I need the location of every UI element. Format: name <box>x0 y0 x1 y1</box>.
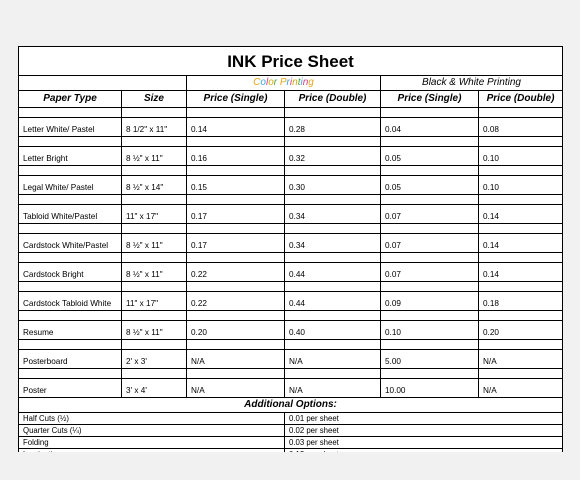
group-header-blank <box>19 76 187 91</box>
color-printing-letter: o <box>268 77 274 88</box>
bw-double-cell: N/A <box>479 379 563 398</box>
paper-type-cell: Poster <box>19 379 122 398</box>
col-header-bw-double: Price (Double) <box>479 91 563 108</box>
color-double-cell: 0.44 <box>285 292 381 311</box>
spacer-cell <box>479 137 563 147</box>
spacer-cell <box>381 166 479 176</box>
color-double-cell: 0.28 <box>285 118 381 137</box>
option-price-cell: 0.01 per sheet <box>285 413 563 425</box>
spacer-cell <box>381 224 479 234</box>
color-double-cell: 0.44 <box>285 263 381 282</box>
bw-printing-header: Black & White Printing <box>381 76 563 91</box>
spacer-cell <box>187 369 285 379</box>
option-row <box>19 425 563 437</box>
color-single-cell: 0.14 <box>187 118 285 137</box>
spacer-cell <box>19 108 122 118</box>
spacer-cell <box>122 224 187 234</box>
table-row <box>19 379 563 398</box>
table-row <box>19 147 563 166</box>
spacer-cell <box>19 311 122 321</box>
bw-double-cell: 0.10 <box>479 147 563 166</box>
spacer-cell <box>187 166 285 176</box>
spacer-cell <box>19 253 122 263</box>
spacer-cell <box>381 108 479 118</box>
spacer-cell <box>381 195 479 205</box>
spacer-cell <box>19 224 122 234</box>
size-cell: 3' x 4' <box>122 379 187 398</box>
color-printing-letter: g <box>308 77 314 88</box>
spacer-cell <box>381 369 479 379</box>
bw-double-cell: 0.14 <box>479 263 563 282</box>
color-single-cell: 0.16 <box>187 147 285 166</box>
color-printing-letter: l <box>265 77 269 88</box>
paper-type-cell: Letter White/ Pastel <box>19 118 122 137</box>
paper-type-cell: Cardstock Bright <box>19 263 122 282</box>
bw-double-cell: 0.08 <box>479 118 563 137</box>
additional-options-header-row <box>19 398 563 413</box>
bw-double-cell: 0.18 <box>479 292 563 311</box>
col-header-bw-single: Price (Single) <box>381 91 479 108</box>
bw-single-cell: 0.05 <box>381 147 479 166</box>
bw-single-cell: 0.07 <box>381 205 479 224</box>
table-row <box>19 205 563 224</box>
color-printing-header <box>187 76 381 91</box>
bw-double-cell: 0.14 <box>479 234 563 253</box>
spacer-row <box>19 340 563 350</box>
spacer-cell <box>187 311 285 321</box>
spacer-cell <box>19 340 122 350</box>
color-printing-letter: r <box>273 77 278 88</box>
spacer-cell <box>285 340 381 350</box>
color-printing-letter: i <box>300 77 303 88</box>
color-double-cell: 0.30 <box>285 176 381 195</box>
spacer-cell <box>479 166 563 176</box>
bw-single-cell: 0.04 <box>381 118 479 137</box>
bw-single-cell: 0.10 <box>381 321 479 340</box>
size-cell: 8 ½" x 11" <box>122 234 187 253</box>
size-cell: 11" x 17" <box>122 292 187 311</box>
color-single-cell: 0.17 <box>187 234 285 253</box>
option-name-cell: Quarter Cuts (¼) <box>19 425 285 437</box>
color-double-cell: 0.40 <box>285 321 381 340</box>
color-double-cell: N/A <box>285 379 381 398</box>
spacer-cell <box>122 253 187 263</box>
spacer-cell <box>479 340 563 350</box>
spacer-cell <box>285 137 381 147</box>
size-cell: 8 ½" x 11" <box>122 147 187 166</box>
option-price-cell: 0.03 per sheet <box>285 437 563 449</box>
spacer-cell <box>187 340 285 350</box>
spacer-row <box>19 137 563 147</box>
page-title: INK Price Sheet <box>19 47 563 76</box>
color-printing-letter: o <box>260 77 266 88</box>
color-double-cell: N/A <box>285 350 381 369</box>
spacer-row <box>19 311 563 321</box>
size-cell: 8 1/2" x 11" <box>122 118 187 137</box>
spacer-cell <box>381 311 479 321</box>
table-row <box>19 350 563 369</box>
title-row <box>19 47 563 76</box>
spacer-cell <box>187 137 285 147</box>
option-row <box>19 413 563 425</box>
col-header-color-single: Price (Single) <box>187 91 285 108</box>
spacer-cell <box>19 166 122 176</box>
table-row <box>19 321 563 340</box>
paper-type-cell: Letter Bright <box>19 147 122 166</box>
spacer-cell <box>19 369 122 379</box>
group-header-row <box>19 76 563 91</box>
spacer-row <box>19 369 563 379</box>
spacer-cell <box>122 108 187 118</box>
spacer-cell <box>122 340 187 350</box>
table-row <box>19 292 563 311</box>
option-name-cell: Folding <box>19 437 285 449</box>
spacer-cell <box>285 369 381 379</box>
paper-type-cell: Cardstock White/Pastel <box>19 234 122 253</box>
spacer-row <box>19 166 563 176</box>
page-margin-left <box>0 0 18 480</box>
table-row <box>19 263 563 282</box>
spacer-cell <box>285 195 381 205</box>
color-single-cell: 0.20 <box>187 321 285 340</box>
spacer-row <box>19 282 563 292</box>
spacer-cell <box>285 311 381 321</box>
spacer-cell <box>479 253 563 263</box>
spacer-cell <box>187 108 285 118</box>
spacer-row <box>19 195 563 205</box>
spacer-row <box>19 224 563 234</box>
spacer-cell <box>285 253 381 263</box>
bw-double-cell: 0.20 <box>479 321 563 340</box>
spacer-cell <box>19 195 122 205</box>
spacer-cell <box>479 282 563 292</box>
color-single-cell: 0.15 <box>187 176 285 195</box>
color-printing-letter: C <box>253 77 261 88</box>
color-printing-letter: n <box>302 77 309 88</box>
size-cell: 11" x 17" <box>122 205 187 224</box>
table-row <box>19 118 563 137</box>
col-header-color-double: Price (Double) <box>285 91 381 108</box>
color-printing-letter: P <box>279 77 287 88</box>
spacer-cell <box>122 311 187 321</box>
spacer-row <box>19 108 563 118</box>
spacer-cell <box>381 282 479 292</box>
bw-single-cell: 0.09 <box>381 292 479 311</box>
bw-single-cell: 0.05 <box>381 176 479 195</box>
color-single-cell: N/A <box>187 379 285 398</box>
bw-single-cell: 5.00 <box>381 350 479 369</box>
spacer-cell <box>187 282 285 292</box>
bw-double-cell: 0.10 <box>479 176 563 195</box>
option-row <box>19 437 563 449</box>
table-row <box>19 176 563 195</box>
spacer-cell <box>187 253 285 263</box>
color-printing-letter: n <box>292 77 298 88</box>
size-cell: 8 ½" x 14" <box>122 176 187 195</box>
bw-single-cell: 0.07 <box>381 234 479 253</box>
spacer-row <box>19 253 563 263</box>
spacer-cell <box>381 137 479 147</box>
spacer-cell <box>187 224 285 234</box>
paper-type-cell: Cardstock Tabloid White <box>19 292 122 311</box>
option-price-cell: 0.02 per sheet <box>285 425 563 437</box>
spacer-cell <box>381 340 479 350</box>
bw-single-cell: 10.00 <box>381 379 479 398</box>
table-row <box>19 234 563 253</box>
spacer-cell <box>122 369 187 379</box>
spacer-cell <box>187 195 285 205</box>
bw-double-cell: 0.14 <box>479 205 563 224</box>
spacer-cell <box>285 224 381 234</box>
spacer-cell <box>285 108 381 118</box>
color-single-cell: N/A <box>187 350 285 369</box>
page-bottom-margin <box>0 452 580 480</box>
size-cell: 2' x 3' <box>122 350 187 369</box>
spacer-cell <box>479 108 563 118</box>
color-double-cell: 0.32 <box>285 147 381 166</box>
spacer-cell <box>479 195 563 205</box>
spacer-cell <box>122 195 187 205</box>
spacer-cell <box>285 166 381 176</box>
color-double-cell: 0.34 <box>285 234 381 253</box>
paper-type-cell: Posterboard <box>19 350 122 369</box>
column-header-row <box>19 91 563 108</box>
bw-double-cell: N/A <box>479 350 563 369</box>
additional-options-title: Additional Options: <box>19 398 563 413</box>
color-printing-letter: t <box>297 77 301 88</box>
price-sheet-table <box>18 46 563 473</box>
spacer-cell <box>122 166 187 176</box>
spacer-cell <box>122 282 187 292</box>
paper-type-cell: Legal White/ Pastel <box>19 176 122 195</box>
size-cell: 8 ½" x 11" <box>122 321 187 340</box>
color-single-cell: 0.22 <box>187 292 285 311</box>
spacer-cell <box>479 224 563 234</box>
color-printing-letter: i <box>289 77 293 88</box>
spacer-cell <box>122 137 187 147</box>
paper-type-cell: Tabloid White/Pastel <box>19 205 122 224</box>
col-header-size: Size <box>122 91 187 108</box>
spacer-cell <box>381 253 479 263</box>
color-single-cell: 0.17 <box>187 205 285 224</box>
bw-single-cell: 0.07 <box>381 263 479 282</box>
col-header-paper-type: Paper Type <box>19 91 122 108</box>
spacer-cell <box>19 137 122 147</box>
spacer-cell <box>479 311 563 321</box>
color-double-cell: 0.34 <box>285 205 381 224</box>
color-printing-letter: r <box>286 77 290 88</box>
spacer-cell <box>285 282 381 292</box>
color-single-cell: 0.22 <box>187 263 285 282</box>
option-name-cell: Half Cuts (½) <box>19 413 285 425</box>
spacer-cell <box>19 282 122 292</box>
spacer-cell <box>479 369 563 379</box>
paper-type-cell: Resume <box>19 321 122 340</box>
size-cell: 8 ½" x 11" <box>122 263 187 282</box>
